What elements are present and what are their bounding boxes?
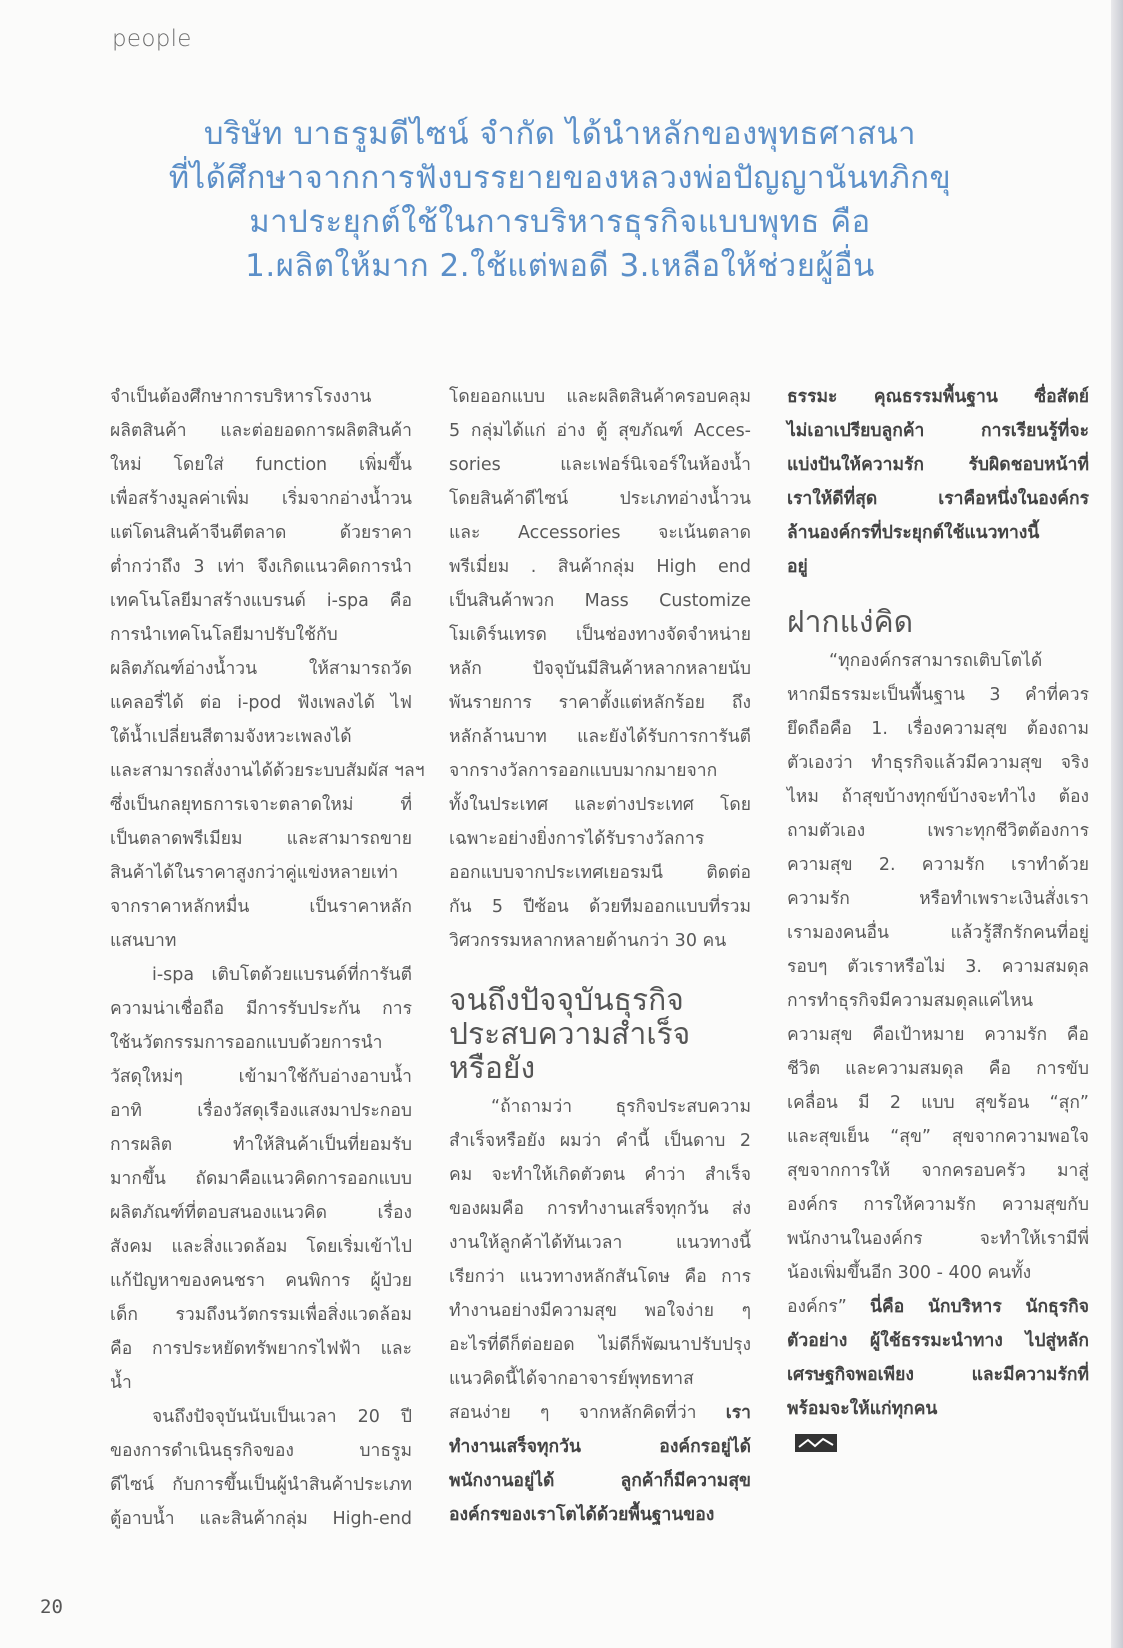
- text-line: ตัวอย่าง ผู้ใช้ธรรมะนำทาง ไปสู่หลัก: [787, 1331, 1089, 1351]
- text-line: สุขจากการให้ จากครอบครัว มาสู่: [787, 1161, 1089, 1181]
- text-line: เทคโนโลยีมาสร้างแบรนด์ i-spa คือ: [110, 591, 412, 611]
- text-line: ผลิตภัณฑ์อ่างน้ำวน ให้สามารถวัด: [110, 659, 412, 679]
- paragraph: [449, 380, 751, 958]
- text-line: ของผมคือ การทำงานเสร็จทุกวัน ส่ง: [449, 1199, 751, 1219]
- headline-line: 1.ผลิตให้มาก 2.ใช้แต่พอดี 3.เหลือให้ช่วยผู้อื่น: [245, 248, 875, 284]
- text-line: ทำงานอย่างมีความสุข พอใจง่าย ๆ: [449, 1301, 751, 1321]
- text-line: ผลิตสินค้า และต่อยอดการผลิตสินค้า: [110, 421, 412, 441]
- text-line: องค์กร การให้ความรัก ความสุขกับ: [787, 1195, 1089, 1215]
- text-line: ธรรมะ คุณธรรมพื้นฐาน ซื่อสัตย์: [787, 387, 1089, 407]
- text-line: ต่ำกว่าถึง 3 เท่า จึงเกิดแนวคิดการนำ: [110, 557, 412, 577]
- text-line: ซึ่งเป็นกลยุทธการเจาะตลาดใหม่ ที่: [110, 795, 412, 815]
- text-line: หลัก ปัจจุบันมีสินค้าหลากหลายนับ: [449, 659, 751, 679]
- text-line: หลักล้านบาท และยังได้รับการการันตี: [449, 727, 751, 747]
- text-line: ไม่เอาเปรียบลูกค้า การเรียนรู้ที่จะ: [787, 421, 1089, 441]
- text-line: เรามองคนอื่น แล้วรู้สึกรักคนที่อยู่: [787, 923, 1089, 943]
- text-line: แนวคิดนี้ได้จากอาจารย์พุทธทาส: [449, 1369, 694, 1389]
- text-line: จนถึงปัจจุบันนับเป็นเวลา 20 ปี: [152, 1407, 412, 1427]
- text-line: ความสุข คือเป้าหมาย ความรัก คือ: [787, 1025, 1089, 1045]
- text-line: ผลิตภัณฑ์ที่ตอบสนองแนวคิด เรื่อง: [110, 1203, 412, 1223]
- headline-line: บริษัท บาธรูมดีไซน์ จำกัด ได้นำหลักของพุทธศาสนา: [203, 116, 917, 152]
- paragraph: [110, 958, 412, 1400]
- text-line: ออกแบบจากประเทศเยอรมนี ติดต่อ: [449, 863, 751, 883]
- text-line: แก้ปัญหาของคนชรา คนพิการ ผู้ป่วย: [110, 1271, 412, 1291]
- text-line: sories และเฟอร์นิเจอร์ในห้องน้ำ: [449, 455, 751, 475]
- text-line: อะไรที่ดีก็ต่อยอด ไม่ดีก็พัฒนาปรับปรุง: [449, 1335, 751, 1355]
- bold-lines: [787, 1324, 1089, 1426]
- text-line: [787, 1290, 1089, 1324]
- quote-lines: [449, 1090, 751, 1396]
- text-line: สำเร็จหรือยัง ผมว่า คำนี้ เป็นดาบ 2: [449, 1131, 751, 1151]
- text-line: พนักงานอยู่ได้ ลูกค้าก็มีความสุข: [449, 1471, 751, 1491]
- section-label: people: [112, 26, 192, 52]
- text-run: องค์กร”: [787, 1297, 847, 1317]
- headline-line: ที่ได้ศึกษาจากการฟังบรรยายของหลวงพ่อปัญญานันทภิกขุ: [168, 160, 952, 196]
- text-line: เฉพาะอย่างยิ่งการได้รับรางวัลการ: [449, 829, 705, 849]
- text-line: เราให้ดีที่สุด เราคือหนึ่งในองค์กร: [787, 489, 1089, 509]
- text-line: น้องเพิ่มขึ้นอีก 300 - 400 คนทั้ง: [787, 1263, 1032, 1283]
- text-line: ชีวิต และความสมดุล คือ การขับ: [787, 1059, 1089, 1079]
- text-line: รอบๆ ตัวเราหรือไม่ 3. ความสมดุล: [787, 957, 1089, 977]
- text-line: i-spa เติบโตด้วยแบรนด์ที่การันตี: [152, 965, 412, 985]
- text-line: [449, 1396, 751, 1430]
- text-line: วิศวกรรมหลากหลายด้านกว่า 30 คน: [449, 931, 727, 951]
- text-line: พันรายการ ราคาตั้งแต่หลักร้อย ถึง: [449, 693, 751, 713]
- text-line: ความน่าเชื่อถือ มีการรับประกัน การ: [110, 999, 412, 1019]
- text-line: เด็ก รวมถึงนวัตกรรมเพื่อสิ่งแวดล้อม: [110, 1305, 412, 1325]
- bold-lines: [787, 380, 1089, 584]
- text-line: แบ่งปันให้ความรัก รับผิดชอบหน้าที่: [787, 455, 1089, 475]
- text-line: องค์กรของเราโตได้ด้วยพื้นฐานของ: [449, 1505, 715, 1525]
- quote-lines: [787, 644, 1089, 1290]
- text-line: เคลื่อน มี 2 แบบ สุขร้อน “สุก”: [787, 1093, 1089, 1113]
- page-edge: [1111, 0, 1123, 1648]
- subheading: [449, 984, 751, 1086]
- headline: [100, 112, 1020, 288]
- text-line: พรีเมี่ยม . สินค้ากลุ่ม High end: [449, 557, 751, 577]
- text-line: ใหม่ โดยใส่ function เพิ่มขึ้น: [110, 455, 412, 475]
- bold-lines: [449, 1430, 751, 1532]
- subheading: ฝากแง่คิด: [787, 605, 914, 640]
- text-line: หากมีธรรมะเป็นพื้นฐาน 3 คำที่ควร: [787, 685, 1089, 705]
- text-line: ตู้อาบน้ำ และสินค้ากลุ่ม High-end: [110, 1509, 412, 1529]
- subheading-line: ประสบความสำเร็จ: [449, 1017, 691, 1052]
- bold-text-run: นี่คือ นักบริหาร นักธุรกิจ: [870, 1297, 1089, 1317]
- text-line: เพื่อสร้างมูลค่าเพิ่ม เริ่มจากอ่างน้ำวน: [110, 489, 412, 509]
- text-line: ความสุข 2. ความรัก เราทำด้วย: [787, 855, 1089, 875]
- text-line: โดยสินค้าดีไซน์ ประเภทอ่างน้ำวน: [449, 489, 751, 509]
- text-line: การผลิต ทำให้สินค้าเป็นที่ยอมรับ: [110, 1135, 412, 1155]
- text-line: ของการดำเนินธุรกิจของ บาธรูม: [110, 1441, 412, 1461]
- text-line: 5 กลุ่มได้แก่ อ่าง ตู้ สุขภัณฑ์ Acces-: [449, 421, 751, 441]
- text-line: และ Accessories จะเน้นตลาด: [449, 523, 751, 543]
- article-column-3: [787, 380, 1089, 1460]
- text-line: เศรษฐกิจพอเพียง และมีความรักที่: [787, 1365, 1089, 1385]
- text-line: ใช้นวัตกรรมการออกแบบด้วยการนำ: [110, 1033, 383, 1053]
- text-line: “ถ้าถามว่า ธุรกิจประสบความ: [491, 1097, 751, 1117]
- subheading-line: จนถึงปัจจุบันธุรกิจ: [449, 983, 684, 1018]
- text-line: ยึดถือคือ 1. เรื่องความสุข ต้องถาม: [787, 719, 1089, 739]
- text-line: ตัวเองว่า ทำธุรกิจแล้วมีความสุข จริง: [787, 753, 1089, 773]
- text-line: ดีไซน์ กับการขึ้นเป็นผู้นำสินค้าประเภท: [110, 1475, 412, 1495]
- text-line: สังคม และสิ่งแวดล้อม โดยเริ่มเข้าไป: [110, 1237, 412, 1257]
- article-column-2: [449, 380, 751, 1532]
- text-line: เป็นตลาดพรีเมียม และสามารถขาย: [110, 829, 412, 849]
- text-line: กัน 5 ปีซ้อน ด้วยทีมออกแบบที่รวม: [449, 897, 751, 917]
- page-number: 20: [40, 1596, 63, 1618]
- text-line: จากรางวัลการออกแบบมากมายจาก: [449, 761, 718, 781]
- text-line: สินค้าได้ในราคาสูงกว่าคู่แข่งหลายเท่า: [110, 863, 399, 883]
- text-line: เป็นสินค้าพวก Mass Customize: [449, 591, 751, 611]
- text-line: แต่โดนสินค้าจีนตีตลาด ด้วยราคา: [110, 523, 412, 543]
- text-line: ล้านองค์กรที่ประยุกต์ใช้แนวทางนี้: [787, 523, 1040, 543]
- text-line: โมเดิร์นเทรด เป็นช่องทางจัดจำหน่าย: [449, 625, 751, 645]
- text-line: อยู่: [787, 557, 808, 577]
- text-line: คม จะทำให้เกิดตัวตน คำว่า สำเร็จ: [449, 1165, 751, 1185]
- zigzag-end-mark-icon: [795, 1434, 837, 1452]
- headline-line: มาประยุกต์ใช้ในการบริหารธุรกิจแบบพุทธ คือ: [249, 204, 871, 240]
- text-line: แคลอรี่ได้ ต่อ i-pod ฟังเพลงได้ ไฟ: [110, 693, 412, 713]
- text-run: สอนง่าย ๆ จากหลักคิดที่ว่า: [449, 1403, 697, 1423]
- quote-paragraph: [449, 1090, 751, 1532]
- subheading-line: หรือยัง: [449, 1051, 536, 1086]
- text-line: แสนบาท: [110, 931, 177, 951]
- text-line: ความรัก หรือทำเพราะเงินสั่งเรา: [787, 889, 1089, 909]
- text-line: พนักงานในองค์กร จะทำให้เรามีพี่: [787, 1229, 1089, 1249]
- text-line: ทำงานเสร็จทุกวัน องค์กรอยู่ได้: [449, 1437, 751, 1457]
- quote-paragraph: [787, 644, 1089, 1460]
- text-line: จากราคาหลักหมื่น เป็นราคาหลัก: [110, 897, 412, 917]
- text-line: ทั้งในประเทศ และต่างประเทศ โดย: [449, 795, 751, 815]
- text-line: ถามตัวเอง เพราะทุกชีวิตต้องการ: [787, 821, 1089, 841]
- text-line: พร้อมจะให้แก่ทุกคน: [787, 1399, 938, 1419]
- text-line: น้ำ: [110, 1373, 132, 1393]
- text-line: มากขึ้น ถัดมาคือแนวคิดการออกแบบ: [110, 1169, 412, 1189]
- paragraph: [110, 1400, 412, 1536]
- text-line: การนำเทคโนโลยีมาปรับใช้กับ: [110, 625, 338, 645]
- article-column-1: [110, 380, 425, 1536]
- text-line: การทำธุรกิจมีความสมดุลแค่ไหน: [787, 991, 1034, 1011]
- text-line: งานให้ลูกค้าได้ทันเวลา แนวทางนี้: [449, 1233, 751, 1253]
- paragraph: [110, 380, 425, 958]
- text-line: ใต้น้ำเปลี่ยนสีตามจังหวะเพลงได้: [110, 727, 352, 747]
- text-line: อาทิ เรื่องวัสดุเรืองแสงมาประกอบ: [110, 1101, 412, 1121]
- text-line: และสุขเย็น “สุข” สุขจากความพอใจ: [787, 1127, 1089, 1147]
- text-line: วัสดุใหม่ๆ เข้ามาใช้กับอ่างอาบน้ำ: [110, 1067, 412, 1087]
- text-line: โดยออกแบบ และผลิตสินค้าครอบคลุม: [449, 387, 751, 407]
- text-line: “ทุกองค์กรสามารถเติบโตได้: [829, 651, 1043, 671]
- bold-text-run: เรา: [725, 1403, 751, 1423]
- text-line: ไหม ถ้าสุขบ้างทุกข์บ้างจะทำไง ต้อง: [787, 787, 1089, 807]
- text-line: จำเป็นต้องศึกษาการบริหารโรงงาน: [110, 387, 372, 407]
- text-line: คือ การประหยัดทรัพยากรไฟฟ้า และ: [110, 1339, 412, 1359]
- text-line: และสามารถสั่งงานได้ด้วยระบบสัมผัส ฯลฯ: [110, 761, 425, 781]
- text-line: เรียกว่า แนวทางหลักสันโดษ คือ การ: [449, 1267, 751, 1287]
